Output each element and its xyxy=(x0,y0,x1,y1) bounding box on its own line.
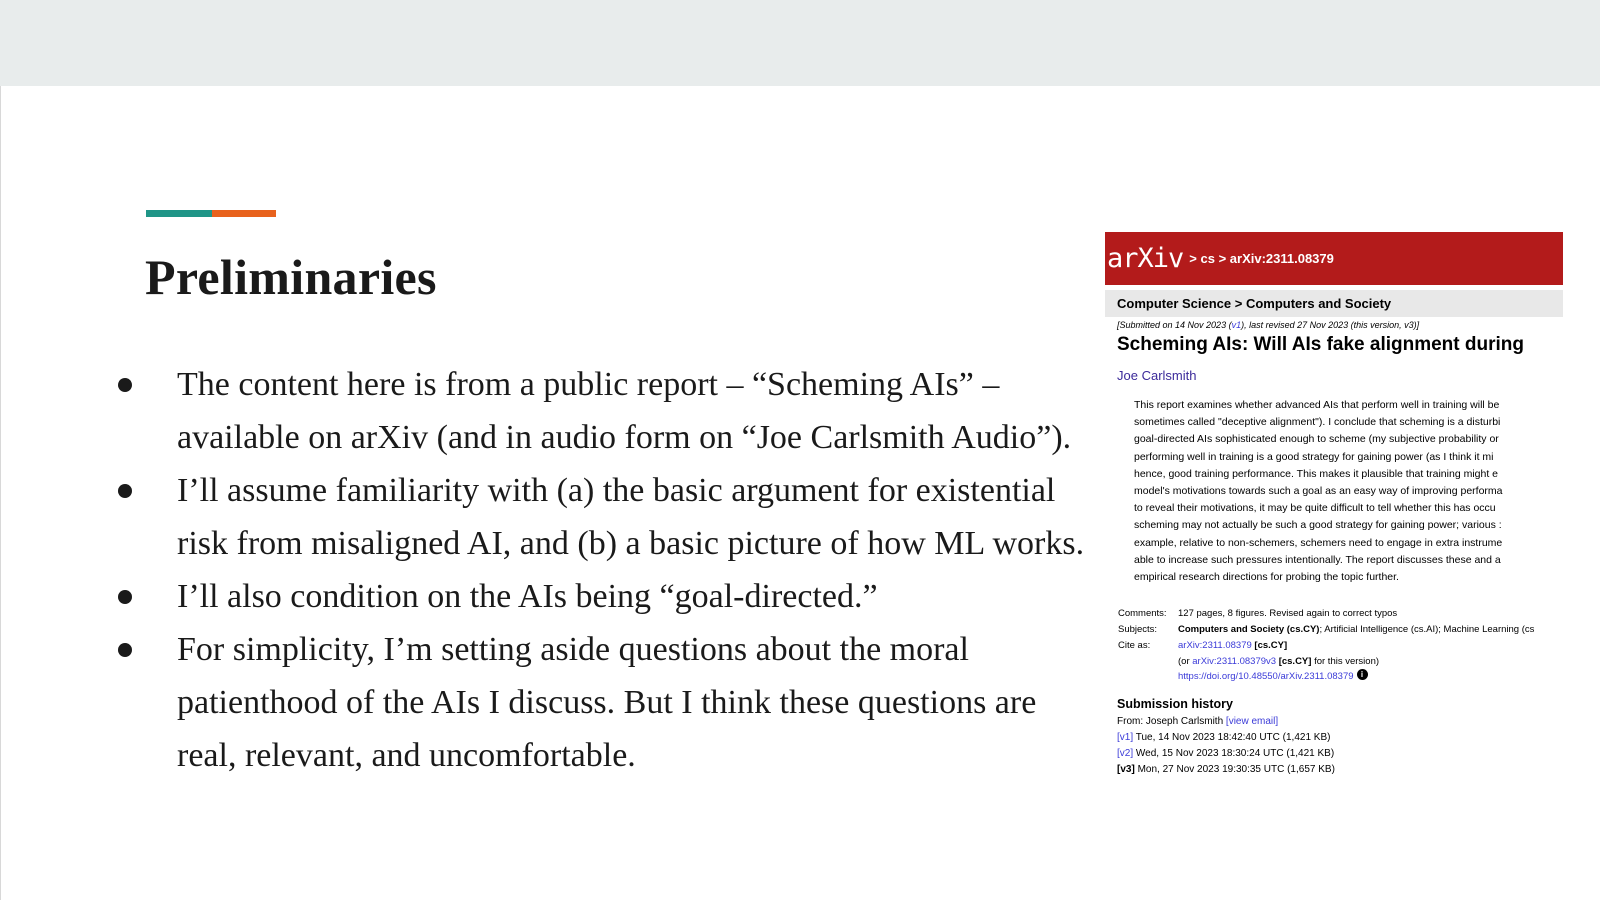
abstract-line: hence, good training performance. This makes it plausible that training might e xyxy=(1134,467,1499,480)
arxiv-logo-left: ar xyxy=(1107,243,1138,274)
bullet-text: I’ll also condition on the AIs being “goal-directed.” xyxy=(177,578,878,615)
cite-link[interactable]: arXiv:2311.08379 xyxy=(1178,639,1252,651)
arxiv-logo xyxy=(1107,243,1183,274)
comments-row xyxy=(1118,606,1563,622)
history-from-text: From: Joseph Carlsmith xyxy=(1117,716,1226,728)
comments-value: 127 pages, 8 figures. Revised again to correct typos xyxy=(1178,608,1398,620)
abstract-line: goal-directed AIs sophisticated enough to scheme (my subjective probability or xyxy=(1134,433,1499,446)
subjects-primary: Computers and Society (cs.CY) xyxy=(1178,624,1320,636)
cite-v3-category: [cs.CY] xyxy=(1278,655,1312,667)
bullet-dot xyxy=(118,643,132,657)
submitted-prefix: [Submitted on 14 Nov 2023 ( xyxy=(1117,320,1232,330)
subjects-value xyxy=(1178,622,1534,638)
abstract-line: able to increase such pressures intentionally. The report discusses these and a xyxy=(1134,553,1501,566)
history-version xyxy=(1117,762,1563,778)
comments-label: Comments: xyxy=(1118,608,1167,620)
metadata-table xyxy=(1105,606,1563,685)
abstract-line: performing well in training is a good strategy for gaining power (as I think it mi xyxy=(1134,450,1494,463)
history-from xyxy=(1117,714,1563,730)
arxiv-logo-x: X xyxy=(1137,243,1153,274)
history-version xyxy=(1117,746,1563,762)
cite-category: [cs.CY] xyxy=(1254,639,1288,651)
abstract xyxy=(1105,397,1563,586)
arxiv-breadcrumb: > cs > arXiv:2311.08379 xyxy=(1189,251,1334,266)
doi-spacer xyxy=(1118,669,1178,685)
bullet-item xyxy=(112,358,1092,464)
cite-label: Cite as: xyxy=(1118,639,1151,651)
cite-version-row xyxy=(1118,654,1563,670)
submission-history-title: Submission history xyxy=(1117,697,1233,712)
cite-spacer xyxy=(1118,654,1178,670)
doi-link[interactable]: https://doi.org/10.48550/arXiv.2311.08379 xyxy=(1178,671,1354,683)
paper-title: Scheming AIs: Will AIs fake alignment during xyxy=(1117,334,1524,355)
bullet-text: For simplicity, I’m setting aside questions about the moral patienthood of the AIs I discuss. But I think these questions are real, relevant, and uncomfortable. xyxy=(177,631,1037,774)
bullet-dot xyxy=(118,484,132,498)
title-accent-orange xyxy=(212,210,276,217)
v1-link[interactable]: v1 xyxy=(1231,320,1242,330)
abstract-line: example, relative to non-schemers, schemers need to engage in extra instrume xyxy=(1134,536,1503,549)
bullet-text: The content here is from a public report – “Scheming AIs” – available on arXiv (and in audio form on “Joe Carlsmith Audio”). xyxy=(177,366,1072,456)
arxiv-submitted xyxy=(1105,320,1563,330)
arxiv-logo-right: iv xyxy=(1152,243,1184,274)
version-link-v1[interactable]: [v1] xyxy=(1117,732,1134,744)
info-icon[interactable]: i xyxy=(1357,669,1368,680)
bullet-item xyxy=(112,570,1092,623)
version-date: Tue, 14 Nov 2023 18:42:40 UTC (1,421 KB) xyxy=(1133,732,1331,744)
bullet-text: I’ll assume familiarity with (a) the basic argument for existential risk from misaligned AI, and (b) a basic picture of how ML works. xyxy=(177,472,1085,562)
subjects-rest: ; Artificial Intelligence (cs.AI); Machine Learning (cs xyxy=(1319,624,1535,636)
cite-row xyxy=(1118,638,1563,654)
subjects-label: Subjects: xyxy=(1118,624,1158,636)
bullet-item xyxy=(112,464,1092,570)
arxiv-header xyxy=(1105,232,1563,285)
cite-value xyxy=(1178,638,1287,654)
abstract-line: empirical research directions for probing the topic further. xyxy=(1134,571,1399,584)
view-email-link[interactable]: [view email] xyxy=(1225,716,1279,728)
abstract-line: model's motivations towards such a goal as an easy way of improving performa xyxy=(1134,485,1503,498)
submission-history xyxy=(1105,714,1563,778)
cite-v3-link[interactable]: arXiv:2311.08379v3 xyxy=(1192,655,1277,667)
history-version xyxy=(1117,730,1563,746)
abstract-line: to reveal their motivations, it may be quite difficult to tell whether this has occu xyxy=(1134,502,1496,515)
title-accent-teal xyxy=(146,210,212,217)
author-link[interactable]: Joe Carlsmith xyxy=(1117,368,1197,383)
version-date: Wed, 15 Nov 2023 18:30:24 UTC (1,421 KB) xyxy=(1133,748,1335,760)
cite-v3-prefix: (or xyxy=(1178,655,1193,667)
subjects-row xyxy=(1118,622,1563,638)
submitted-suffix: ), last revised 27 Nov 2023 (this version, v3)] xyxy=(1241,320,1420,330)
abstract-line: scheming may not actually be such a good strategy for gaining power; various : xyxy=(1134,519,1502,532)
bullet-list xyxy=(112,358,1092,782)
abstract-line: sometimes called "deceptive alignment"). I conclude that scheming is a disturbi xyxy=(1134,416,1501,429)
arxiv-screenshot xyxy=(1105,232,1563,782)
arxiv-subject-line: Computer Science > Computers and Society xyxy=(1105,290,1563,317)
slide-title: Preliminaries xyxy=(145,249,437,305)
cite-v3-suffix: for this version) xyxy=(1311,655,1380,667)
slide-left-border xyxy=(0,86,1,900)
bullet-dot xyxy=(118,590,132,604)
abstract-line: This report examines whether advanced AIs that perform well in training will be xyxy=(1134,399,1500,411)
cite-version-value xyxy=(1178,654,1379,670)
version-link-v2[interactable]: [v2] xyxy=(1117,748,1134,760)
version-date: Mon, 27 Nov 2023 19:30:35 UTC (1,657 KB) xyxy=(1134,764,1335,776)
top-bar xyxy=(0,0,1600,86)
version-current-v3: [v3] xyxy=(1117,764,1135,776)
bullet-dot xyxy=(118,378,132,392)
bullet-item xyxy=(112,623,1092,782)
doi-row xyxy=(1118,669,1563,685)
